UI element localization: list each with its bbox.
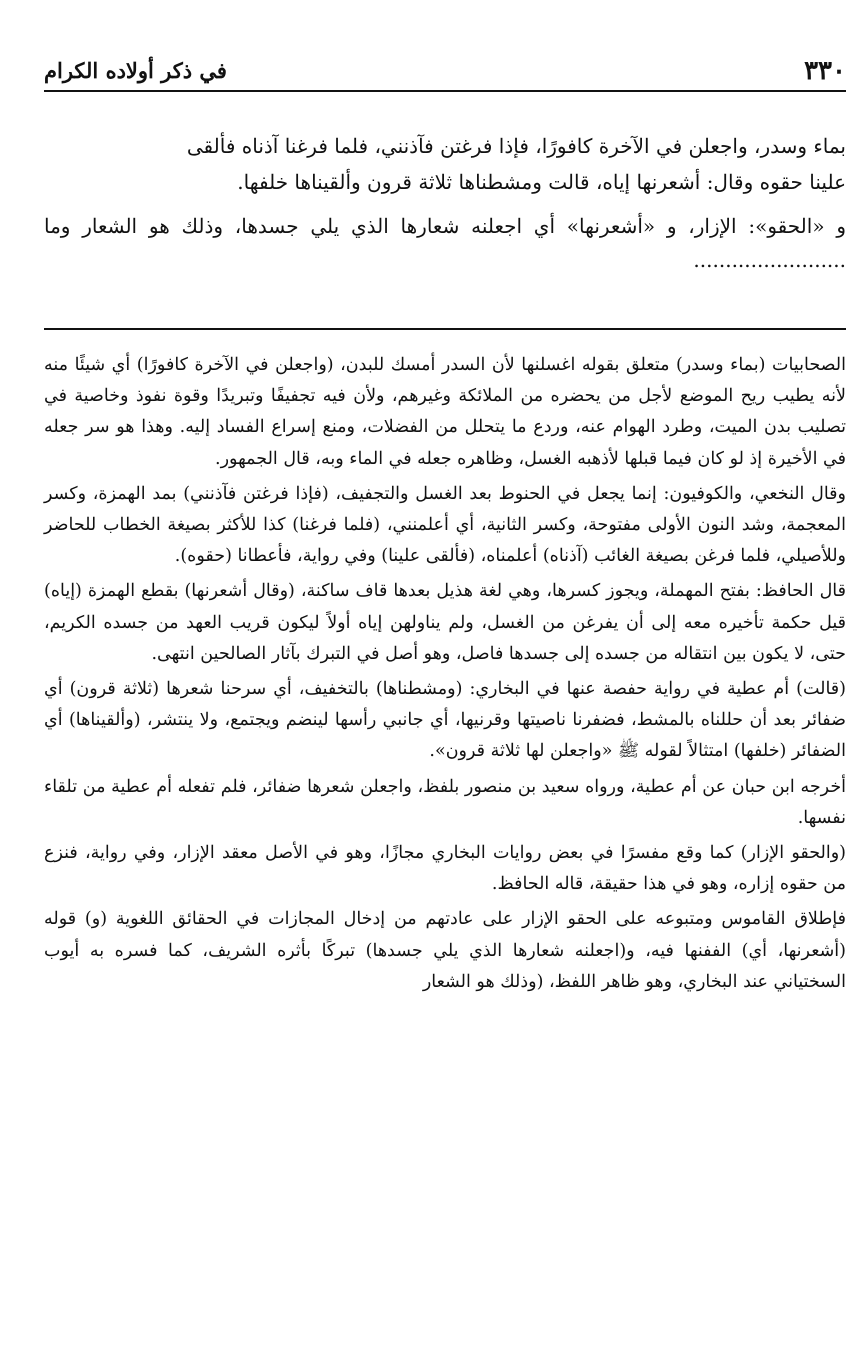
section-divider xyxy=(44,328,846,330)
commentary-paragraph: أخرجه ابن حبان عن أم عطية، ورواه سعيد بن منصور بلفظ، واجعلن شعرها ضفائر، فلم تفعله أم عطية من تلقاء نفسها. xyxy=(44,776,846,828)
hadith-line: بماء وسدر، واجعلن في الآخرة كافورًا، فإذا فرغتن فآذنني، فلما فرغنا آذناه فألقى xyxy=(186,134,846,158)
commentary-paragraph: (قالت) أم عطية في رواية حفصة عنها في البخاري: (ومشطناها) بالتخفيف، أي سرحنا شعرها (ثلاثة قرون) أي ضفائر بعد أن حللناه بالمشط، فضفرنا ناصيتها وقرنيها، أي جانبي رأسها لينضم ويجتمع، ولا ينتشر، (وألقيناها) أي الضفائر (خلفها) امتثالاً لقوله ﷺ «واجعلن لها ثلاثة قرون». xyxy=(44,679,846,762)
commentary-paragraph: وقال النخعي، والكوفيون: إنما يجعل في الحنوط بعد الغسل والتجفيف، (فإذا فرغتن فآذنني) بمد الهمزة، وكسر المعجمة، وشد النون الأولى مفتوحة، وكسر الثانية، أي أعلمنني، (فلما فرغنا) كذا للأكثر بصيغة الخطاب للحاضر وللأصيلي، فلما فرغن بصيغة الغائب (آذناه) أعلمناه، (فألقى علينا) وفي رواية، فأعطانا (حقوه). xyxy=(44,483,846,567)
page-number: ٣٣٠ xyxy=(804,56,846,86)
commentary-paragraph: الصحابيات (بماء وسدر) متعلق بقوله اغسلنها لأن السدر أمسك للبدن، (واجعلن في الآخرة كافورًا) أي شيئًا منه لأنه يطيب ريح الموضع لأجل من يحضره من الملائكة وغيرهم، ولأن فيه تجفيفًا وتبريدًا وقوة نفوذ وخاصية في تصليب بدن الميت، وطرد الهوام عنه، وردع ما يتحلل من الفضلات، ومنع إسراع الفساد إليه. وهذا هو سر جعله في الأخيرة إذ لو كان فيما قبلها لأذهبه الغسل، وظاهره جعله في الماء وبه، قال الجمهور. xyxy=(44,355,846,469)
commentary-paragraph: قال الحافظ: بفتح المهملة، ويجوز كسرها، وهي لغة هذيل بعدها قاف ساكنة، (وقال أشعرنها) بقطع الهمزة (إياه) قيل حكمة تأخيره معه إلى أن يفرغن من الغسل، ولم يناولهن إياه أولاً ليكون قريب العهد من جسده الكريم، حتى، لا يكون بين انتقاله من جسده إلى جسدها فاصل، وهو أصل في التبرك بآثار الصالحين انتهى. xyxy=(44,581,846,664)
commentary-paragraph: (والحقو الإزار) كما وقع مفسرًا في بعض روايات البخاري مجازًا، وهو في الأصل معقد الإزار، وفي رواية، فنزع من حقوه إزاره، وهو في هذا حقيقة، قاله الحافظ. xyxy=(44,843,846,895)
hadith-line: علينا حقوه وقال: أشعرنها إياه، قالت ومشطناها ثلاثة قرون وألقيناها خلفها. xyxy=(237,170,846,194)
hadith-gloss xyxy=(44,209,846,277)
gloss-paragraph: و «الحقو»: الإزار، و «أشعرنها» أي اجعلنه شعارها الذي يلي جسدها، وذلك هو الشعار وما ........................ xyxy=(44,214,846,272)
running-title: في ذكر أولاده الكرام xyxy=(44,58,227,83)
commentary-paragraph: فإطلاق القاموس ومتبوعه على الحقو الإزار على عادتهم من إدخال المجازات في الحقائق اللغوية (و) قوله (أشعرنها، أي) الففنها فيه، و(اجعلنه شعارها الذي يلي جسدها) تبركًا بأثره الشريف، كما فسره به أيوب السختياني عند البخاري، وهو ظاهر اللفظ، (وذلك هو الشعار xyxy=(44,909,846,992)
book-page xyxy=(44,0,846,1367)
hadith-text xyxy=(44,128,846,200)
commentary xyxy=(44,350,846,1002)
page-header xyxy=(44,50,846,92)
